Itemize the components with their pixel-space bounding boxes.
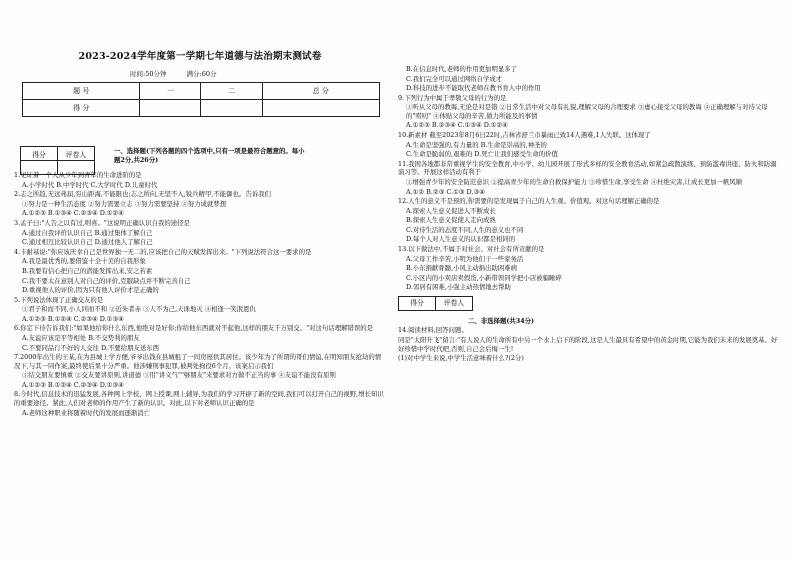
exam-time: 时间:50分钟 — [130, 70, 167, 78]
score-cell: 题 号 — [23, 83, 140, 100]
section1-heading-line: 题2分,共26分) — [114, 155, 159, 164]
question-line: 2.志之所趋,无远弗届,穷山距海,不能限也;志之所向,无坚不入,锐兵精甲,不能御也。告诉我们 — [14, 190, 271, 199]
question-line: A.我是最优秀的,要借鉴十全十美的自我形象 — [22, 257, 146, 266]
question-line: C.通过相互比较认识自己 D.通过他人了解自己 — [22, 238, 153, 247]
exam-meta — [130, 69, 235, 78]
question-line: A.①②③ B.②③④ C.①③④ D.①②④ — [406, 121, 508, 130]
question-line: A.通过自我评价认识自己 B.通过集体了解自己 — [22, 228, 153, 237]
score-table-header-row — [23, 83, 380, 100]
grader-name-label: 评卷人 — [436, 296, 473, 310]
question-line: A.①②③ B.①②④ C.②③④ D.①③④ — [22, 314, 124, 323]
question-line: B.探索人生意义促使人走向成熟 — [406, 216, 496, 225]
grader-name-label: 评卷人 — [58, 147, 95, 161]
question-line: ①听从父母的教诲,无论是对是错 ②日常生活中对父母有礼貌,理解父母的合理要求 ③虚心接受父母的教诲 ④正确理解与对待父母的"唠叨" ④体贴父母的辛苦,做力所能及的事情 — [406, 103, 768, 120]
section1-heading-line: 一、选择题(下列各题的四个选项中,只有一项是最符合题意的。每小 — [114, 147, 305, 155]
right-question-list — [398, 65, 778, 363]
grader-box-section2 — [398, 296, 473, 311]
question-line: C.不要同品行不好的人交往 D.不要给朋友送东西 — [22, 343, 160, 352]
score-cell — [262, 100, 379, 117]
question-line: 6.你定下待告诉我们:"如果他给你什么东西,他绝对是好你;你给他东西就对不起他,这样的朋友千万别交。"对这句话理解错误的是 — [14, 324, 374, 333]
question-line: A.①② B.②③ C.①③ D.③④ — [406, 187, 485, 196]
question-line: C.生命是脆弱的,艰难的 D.死亡让我们感受生命的价值 — [406, 150, 558, 159]
question-line: 13.以下做法中,不属于对社会、对社会有所贡献的是 — [398, 244, 545, 253]
question-line: C.我们完全可以通过网络自学成才 — [406, 74, 503, 83]
grader-score-label: 得分 — [21, 147, 58, 161]
question-line: 10.新素材 截至2023年8月6日22时,吉林省舒兰市暴雨已致14人遇难,1人失联。这体现了 — [398, 131, 651, 140]
question-line: 1.见证着一个人从少年到青年的生命进阶的是 — [14, 171, 142, 180]
left-question-list — [14, 171, 386, 417]
question-line: A.友谊应该是平等相处 B.不交势利的朋友 — [22, 333, 140, 342]
score-cell — [140, 100, 201, 117]
question-line: ①增强青少年的安全防范意识 ②提高青少年的生命自救保护能力 ③珍惜生命,享受生命 ④杜绝灾害,让成长更加一帆风顺 — [406, 177, 743, 186]
question-line: 12.人生的意义不是预的,你需要的是发现属于自己的人生观、价值观。对这句话理解正确的是 — [398, 197, 660, 206]
score-cell: 总 分 — [262, 83, 379, 100]
question-line: 3.孟子曰:"人告之以有过,则喜。"这说明正确认识自我的途径是 — [14, 219, 190, 228]
question-line: A.生命是坚强的,有力量的 B.生命是崇高的,神圣的 — [406, 140, 547, 149]
question-line: 9.下列行为中属于孝敬父母的行为的是 — [398, 93, 507, 102]
question-line: A.探索人生意义促进人不断成长 — [406, 206, 496, 215]
question-line: D.重视他人的评价,因为只有他人评价才是正确的 — [22, 286, 159, 295]
question-line: B.我要有信心把自己的潜能发挥出来,安之若素 — [22, 266, 153, 275]
question-line: A.小学时代 B.中学时代 C.大学时代 D.儿童时代 — [22, 180, 158, 189]
question-line: C.对待生活的态度不同,人生的意义也不同 — [406, 225, 524, 234]
question-line: D.每个人对人生意义的认识都是相同的 — [406, 235, 516, 244]
question-line: C.我不要太在意别人对自己的评价,克服缺点并不断完善自己 — [22, 276, 191, 285]
right-column — [398, 64, 778, 363]
question-line: 7.2000年出生的王某,在为县城上学方便,爷爷出钱在县城租了一间房屋供其居住。该少年为了所谓的哥们情谊,在明知朋友抢劫的情况下,与其一同作案,最终使后果十分严重。他涉嫌刑事犯罪,被判处拘役6个月。该案启示我们 — [14, 353, 382, 370]
question-line: B.小东捐献骨髓,小风主动捐出助困难病 — [406, 264, 518, 273]
question-line: ①努力是一种生活态度 ②努力需要立志 ③努力需要坚持 ④努力成就梦想 — [22, 199, 227, 208]
question-line: A.父母工作辛苦,小明为他们干一些家务活 — [406, 254, 524, 263]
question-line: 11.我国各地都非常重视学生的安全教育,中小学、幼儿园开展了形式多样的安全教育活动,如紧急疏散演练、预防滥毒讲座、防火和防溺演习等。开展这样活动有利于 — [398, 159, 777, 177]
question-line: 8.今时代,信息技术的迅猛发展,各种网上学校、网上授课,网上辅导,为我们的学习开辟了新的空间,我们可以打开自己的视野,增长知识的重要途径。紧此,人们对老师的作用产生了新的认识。对此,以下对老师认识正确的是 — [14, 390, 384, 408]
score-cell: 二 — [201, 83, 262, 100]
question-line: A.①②③ B.①②④ C.②③④ D.①③④ — [22, 380, 124, 389]
question-line: 4.卡耐基说:"你应该庆幸自己是世界独一无二的,应该把自己的天赋发挥出来。"下列说法符合这一要求的是 — [14, 247, 312, 256]
score-cell: 一 — [140, 83, 201, 100]
score-cell: 得 分 — [23, 100, 140, 117]
question-line: C.小区内的小卖店卖假货,小新带领同学把小店被骗睡碎 — [406, 273, 562, 282]
question-line: A.①②③ B.①③④ C.②③④ D.①②④ — [22, 209, 124, 218]
question-line: ①君子和而不同,小人同而不和 ②近朱者赤 ③人不为己,天诛地灭 ④相逢一笑泯恩仇 — [22, 305, 256, 314]
question-line: A.老师这种职业将随着时代的发展而逐渐消亡 — [22, 408, 151, 417]
score-cell — [201, 100, 262, 117]
question-line: D.科技的进步不能取代老师在教书育人中的作用 — [406, 84, 541, 93]
question-line: 二、非选择题(共34分) — [468, 316, 535, 325]
question-line: D.邻居有困难,小强主动热情地去帮助 — [406, 283, 511, 292]
score-table — [22, 82, 380, 117]
question-line: 5.下列说法体现了正确交友的是 — [14, 295, 104, 304]
exam-full-score: 满分:60分 — [186, 70, 217, 78]
question-line: 同是"太阳升飞"留言:"有人说人的生命所有中另一个水上启下的阶段,这是人生最具有希望中的黄金时期,它能为我们未来的发展奠基。好好珍惜中学时代吧,否则,自己会后悔一生! — [398, 336, 778, 353]
question-line: (1)对中学生来说,中学生活意味着什么?(2分) — [398, 354, 524, 363]
question-line: B.在信息时代,老师的作用更加明显多了 — [406, 65, 518, 73]
left-column — [14, 147, 386, 417]
question-line: ①结交朋友要慎重 ②交友要讲原则,讲道德 ③用"讲义气""够朋友"来要求对方做不正当的事 ④友谊不能没有原则 — [22, 371, 336, 380]
grader-score-label: 得分 — [399, 296, 436, 310]
section1-heading — [14, 147, 386, 164]
score-table-score-row — [23, 100, 380, 117]
question-line: 14.阅读材料,回答问题。 — [398, 326, 468, 335]
exam-title: 2023-2024学年度第一学期七年道德与法治期末测试卷 — [78, 51, 322, 62]
